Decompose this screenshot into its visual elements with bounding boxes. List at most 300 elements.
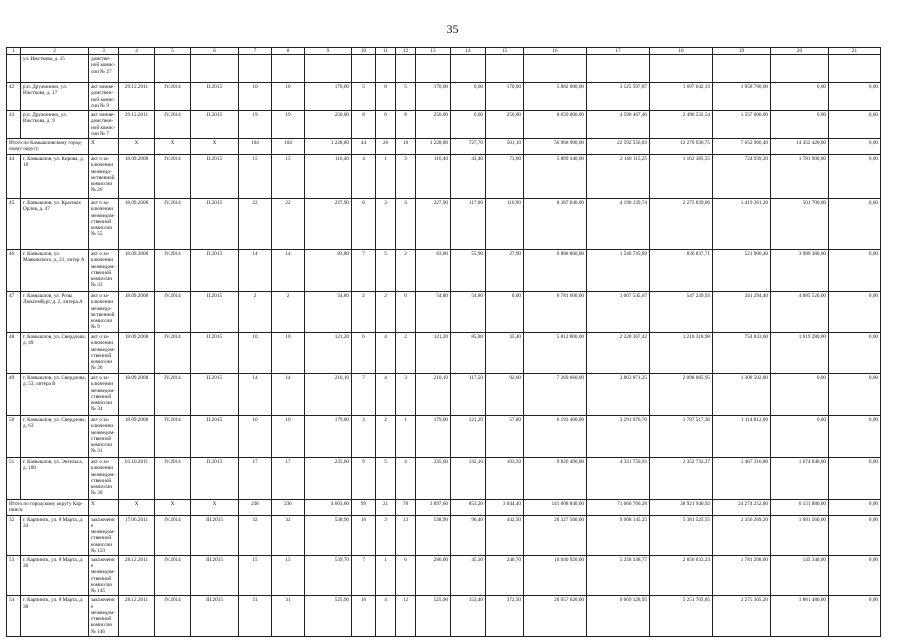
table-cell: 3 044,40 [486, 500, 524, 515]
table-cell: 121,20 [451, 416, 486, 458]
table-cell: 6 [352, 199, 376, 250]
column-number: 9 [305, 48, 352, 55]
table-cell [239, 55, 272, 83]
table-cell: 15 [272, 555, 305, 595]
table-cell: II.2015 [191, 458, 239, 500]
table-cell: 521 906,40 [713, 250, 771, 292]
table-cell: 0,00 [829, 596, 881, 636]
table-cell: 83,80 [416, 250, 451, 292]
table-cell: 6 193 400,00 [524, 416, 587, 458]
table-cell: 0,00 [829, 333, 881, 374]
table-cell: 27,90 [486, 250, 524, 292]
table-cell: 227,90 [305, 199, 352, 250]
table-cell: 5 381 525,55 [650, 515, 713, 555]
table-cell: 22 [272, 199, 305, 250]
table-row [7, 374, 881, 416]
table-cell: 4 603,60 [305, 500, 352, 515]
table-cell: 3 356 269,20 [713, 515, 771, 555]
row-number: 50 [7, 416, 21, 458]
table-cell: 78 [396, 500, 416, 515]
table-cell: 170,00 [486, 83, 524, 111]
table-cell: 6 [352, 333, 376, 374]
column-number: 17 [587, 48, 650, 55]
column-number: 6 [191, 48, 239, 55]
table-cell: 7 269 660,00 [524, 374, 587, 416]
table-cell: 7 652 966,40 [713, 139, 771, 155]
table-cell: 3 275 305,20 [713, 596, 771, 636]
table-cell: 3 862 871,25 [587, 374, 650, 416]
table-cell: X [119, 139, 155, 155]
table-cell: 1 228,80 [416, 139, 451, 155]
table-row [7, 292, 881, 333]
row-number: 45 [7, 199, 21, 250]
column-number: 3 [89, 48, 119, 55]
table-cell: 170,00 [416, 83, 451, 111]
table-cell: 99 [352, 500, 376, 515]
table-cell: X [191, 500, 239, 515]
table-cell: 250,00 [486, 111, 524, 139]
table-cell [272, 55, 305, 83]
table-cell: 17 [239, 458, 272, 500]
table-cell: 1 781 900,00 [771, 155, 829, 199]
table-cell: IV.2014 [155, 458, 191, 500]
table-cell: 9 669 128,95 [587, 596, 650, 636]
table-cell: 10 [272, 416, 305, 458]
table-cell: 1 [376, 155, 396, 199]
table-cell: 7 [352, 555, 376, 595]
table-cell [305, 55, 352, 83]
column-number-row [7, 48, 881, 55]
table-cell: 6 151 880,00 [771, 500, 829, 515]
table-cell: 32 [272, 515, 305, 555]
table-row [7, 55, 881, 83]
table-cell: 18.09.2008 [119, 333, 155, 374]
table-cell: 0,00 [829, 515, 881, 555]
column-number: 7 [239, 48, 272, 55]
table-cell: 96,40 [451, 515, 486, 555]
table-cell: 29.12.2011 [119, 83, 155, 111]
row-number: 53 [7, 555, 21, 595]
table-cell: 341 294,40 [713, 292, 771, 333]
table-cell: 18.09.2008 [119, 250, 155, 292]
table-cell: 1 681 560,00 [771, 515, 829, 555]
document-cell: акт о за-ключении межведом-ственной комиссии № 34 [89, 374, 119, 416]
table-cell: 2 [396, 333, 416, 374]
table-cell: 539,70 [305, 555, 352, 595]
table-cell: 19 [272, 111, 305, 139]
table-cell: 18.09.2008 [119, 292, 155, 333]
table-cell: 104 [239, 139, 272, 155]
table-cell: 18.09.2008 [119, 199, 155, 250]
table-cell: 117,00 [451, 199, 486, 250]
table-cell [352, 55, 376, 83]
table-cell: 1 210 318,98 [650, 333, 713, 374]
table-cell: 0 [376, 83, 396, 111]
address-cell: р.п. Дружинино, ул. Ижсткова, д. 9 [21, 111, 89, 139]
table-cell: 547 239,93 [650, 292, 713, 333]
table-cell: 8 [352, 111, 376, 139]
document-cell: акт о за-ключении межведом-ственной комиссии № 33 [89, 250, 119, 292]
table-cell: 103,50 [486, 458, 524, 500]
table-cell: IV.2014 [155, 374, 191, 416]
table-cell: 1 697 642,13 [650, 83, 713, 111]
table-cell: IV.2014 [155, 515, 191, 555]
table-cell: 28.12.2011 [119, 596, 155, 636]
table-cell: 10 [239, 83, 272, 111]
table-cell: 3 125 597,87 [587, 83, 650, 111]
table-row [7, 416, 881, 458]
table-cell: 14 [239, 250, 272, 292]
table-cell: 372,50 [486, 596, 524, 636]
row-number: 51 [7, 458, 21, 500]
row-number [7, 55, 21, 83]
table-row [7, 333, 881, 374]
table-cell: 13 [396, 515, 416, 555]
table-cell: IV.2014 [155, 83, 191, 111]
table-cell: 8 [396, 111, 416, 139]
table-cell: 18.09.2008 [119, 374, 155, 416]
table-cell: II.2015 [191, 292, 239, 333]
table-cell: X [191, 139, 239, 155]
table-cell: 2 856 033,23 [650, 555, 713, 595]
column-number: 4 [119, 48, 155, 55]
table-cell: 836 837,71 [650, 250, 713, 292]
document-cell: акт о за-ключении межведо-мственной комиссии № 26 [89, 155, 119, 199]
table-cell: 26 [376, 139, 396, 155]
table-cell: 9 [352, 458, 376, 500]
table-cell: 32 [239, 515, 272, 555]
document-cell: заключение межведом-ственной комиссии № 145 [89, 555, 119, 595]
table-cell: IV.2014 [155, 555, 191, 595]
table-cell: 1 619 280,00 [771, 333, 829, 374]
table-cell: 14 [239, 374, 272, 416]
table-cell: 55,90 [451, 250, 486, 292]
table-cell: 18.09.2008 [119, 416, 155, 458]
table-cell: 6 [396, 555, 416, 595]
table-cell: 31 [272, 596, 305, 636]
table-cell: 442,50 [486, 515, 524, 555]
address-cell: г. Камышлов, ул. Свердлова, д. 53, литера В [21, 374, 89, 416]
table-cell: 0 [376, 111, 396, 139]
table-cell: 10 [272, 83, 305, 111]
table-cell: 754 833,60 [713, 333, 771, 374]
row-number: 47 [7, 292, 21, 333]
table-cell: X [155, 500, 191, 515]
table-cell: 20 327 500,00 [524, 515, 587, 555]
table-cell: 5 258 338,77 [587, 555, 650, 595]
row-number: 49 [7, 374, 21, 416]
table-cell: 1 787 517,30 [650, 416, 713, 458]
column-number: 18 [650, 48, 713, 55]
address-cell: г. Карпинск, ул. 8 Марта, д. 34 [21, 515, 89, 555]
table-cell: IV.2014 [155, 250, 191, 292]
table-cell: 22 [239, 199, 272, 250]
table-cell: 2 352 732,27 [650, 458, 713, 500]
row-number: 42 [7, 83, 21, 111]
table-cell: 73,00 [486, 155, 524, 199]
row-number: 52 [7, 515, 21, 555]
table-row [7, 555, 881, 595]
table-cell: 6 888 860,00 [524, 250, 587, 292]
table-cell: 2 496 532,54 [650, 111, 713, 139]
table-cell: 3 291 070,70 [587, 416, 650, 458]
table-cell: 8 387 040,00 [524, 199, 587, 250]
table-cell: 12 270 936,75 [650, 139, 713, 155]
table-cell: 14 452 420,00 [771, 139, 829, 155]
table-cell: 235,60 [305, 458, 352, 500]
table-cell: 9 908 145,25 [587, 515, 650, 555]
subtotal-row [7, 500, 881, 515]
table-cell: 1 228,80 [305, 139, 352, 155]
table-cell: 18.09.2008 [119, 155, 155, 199]
table-cell: 19 [239, 111, 272, 139]
column-number: 5 [155, 48, 191, 55]
document-cell: акт о за-ключении межведо-мственной комиссии № 9 [89, 292, 119, 333]
table-cell: 35,40 [486, 333, 524, 374]
table-cell: 3 [352, 416, 376, 458]
table-cell: II.2015 [191, 155, 239, 199]
table-row [7, 458, 881, 500]
table-cell [396, 55, 416, 83]
table-cell: 0,00 [829, 250, 881, 292]
address-cell: г. Камышлов, ул. Красных Орлов, д. 47 [21, 199, 89, 250]
table-cell: 210,10 [305, 374, 352, 416]
table-cell: 236 [239, 500, 272, 515]
table-cell: 170,00 [305, 83, 352, 111]
table-cell: 4 [396, 458, 416, 500]
table-cell: 31 [239, 596, 272, 636]
table-cell: X [155, 139, 191, 155]
table-cell: 24 274 252,80 [713, 500, 771, 515]
subtotal-label: Итого по Камышловскому город-скому округу: [7, 139, 89, 155]
table-cell: 14 [272, 250, 305, 292]
table-cell: II.2015 [191, 199, 239, 250]
table-cell: 0,00 [486, 292, 524, 333]
table-cell: 44 [352, 139, 376, 155]
document-cell: заключение межведом-ственной комиссии № 123 [89, 515, 119, 555]
table-cell: 0,00 [771, 111, 829, 139]
housing-program-table [6, 47, 881, 637]
table-cell: III.2015 [191, 596, 239, 636]
document-cell: акт межве-домствен-ной комис-сии № 9 [89, 83, 119, 111]
row-number: 48 [7, 333, 21, 374]
table-cell: 3 [396, 374, 416, 416]
table-cell: III.2015 [191, 515, 239, 555]
table-cell: 4 [376, 333, 396, 374]
table-cell: 4 190 139,74 [587, 199, 650, 250]
table-cell [191, 55, 239, 83]
table-cell [155, 55, 191, 83]
table-cell: 7 [352, 374, 376, 416]
table-cell: 5 [352, 83, 376, 111]
table-row [7, 111, 881, 139]
address-cell: г. Карпинск, ул. 8 Марта, д. 36 [21, 555, 89, 595]
table-cell: 525,90 [305, 596, 352, 636]
table-cell: 4 885 520,00 [771, 292, 829, 333]
table-cell [713, 55, 771, 83]
table-cell: II.2015 [191, 416, 239, 458]
column-number: 11 [376, 48, 396, 55]
table-row [7, 83, 881, 111]
table-cell: 0,00 [771, 374, 829, 416]
table-cell: 1 674 640,00 [771, 458, 829, 500]
table-cell: 15 [239, 555, 272, 595]
document-cell: домстве-ной комис-сии № 27 [89, 55, 119, 83]
table-cell [650, 55, 713, 83]
table-cell: 538,90 [305, 515, 352, 555]
table-cell: 57,80 [486, 416, 524, 458]
table-cell: 0,00 [829, 500, 881, 515]
table-cell: 5 812 800,00 [524, 333, 587, 374]
address-cell: г. Камышлов, ул. Розы Люксембург, д. 2, литера А [21, 292, 89, 333]
table-cell: 727,70 [451, 139, 486, 155]
column-number: 21 [829, 48, 881, 55]
table-cell: 3 [376, 199, 396, 250]
table-cell [119, 55, 155, 83]
table-cell: 1 467 316,80 [713, 458, 771, 500]
table-cell: 17 [272, 458, 305, 500]
address-cell: г. Карпинск, ул. 8 Марта, д. 38 [21, 596, 89, 636]
table-cell: X [119, 500, 155, 515]
address-cell: г. Камышлов, ул. Кирова, д. 18 [21, 155, 89, 199]
table-cell: 20 057 620,00 [524, 596, 587, 636]
table-cell: 179,00 [305, 416, 352, 458]
column-number: 16 [524, 48, 587, 55]
row-number: 54 [7, 596, 21, 636]
table-cell: 1 419 361,20 [713, 199, 771, 250]
table-cell: 2 [376, 292, 396, 333]
table-cell [771, 55, 829, 83]
table-cell: 4 331 750,93 [587, 458, 650, 500]
table-cell: 2 [272, 292, 305, 333]
table-cell: IV.2014 [155, 416, 191, 458]
table-cell: 2 [352, 292, 376, 333]
table-cell: 538,90 [416, 515, 451, 555]
table-cell: 104 [272, 139, 305, 155]
table-cell: 8 650 000,00 [524, 111, 587, 139]
table-cell: 2 098 085,95 [650, 374, 713, 416]
table-cell: 10 [239, 333, 272, 374]
table-cell: 1 162 385,55 [650, 155, 713, 199]
address-cell: г. Камышлов, ул. Маяковского, д. 21, литер А [21, 250, 89, 292]
table-cell: 0,00 [771, 83, 829, 111]
table-cell: 501,10 [486, 139, 524, 155]
table-cell: 250,00 [305, 111, 352, 139]
table-cell: 1 861 480,00 [771, 596, 829, 636]
column-number: 19 [713, 48, 771, 55]
table-cell: 29.12.2011 [119, 111, 155, 139]
subtotal-row [7, 139, 881, 155]
document-cell: заключение межведом-ственной комиссии № 146 [89, 596, 119, 636]
table-cell [416, 55, 451, 83]
table-cell: 71 660 766,28 [587, 500, 650, 515]
table-cell: 43,40 [451, 155, 486, 199]
table-cell: IV.2014 [155, 155, 191, 199]
column-number: 8 [272, 48, 305, 55]
document-cell: X [89, 500, 119, 515]
table-cell: 2 [239, 292, 272, 333]
table-cell: 121,20 [305, 333, 352, 374]
row-number: 44 [7, 155, 21, 199]
table-cell: 1 308 502,80 [713, 374, 771, 416]
table-cell: 210,10 [416, 374, 451, 416]
table-cell: 7 [352, 250, 376, 292]
table-cell: 116,40 [305, 155, 352, 199]
table-cell: 227,90 [416, 199, 451, 250]
table-cell: IV.2014 [155, 292, 191, 333]
table-cell: 92,60 [486, 374, 524, 416]
table-cell: 54,80 [416, 292, 451, 333]
column-number: 13 [416, 48, 451, 55]
table-cell: 22 592 556,83 [587, 139, 650, 155]
table-cell: 501 700,00 [771, 199, 829, 250]
table-row [7, 596, 881, 636]
table-cell: 116,40 [416, 155, 451, 199]
table-cell: 2 [396, 250, 416, 292]
table-cell: 18 [396, 139, 416, 155]
table-cell: II.2015 [191, 111, 239, 139]
table-cell [587, 55, 650, 83]
table-cell: 1 540 735,89 [587, 250, 650, 292]
table-cell: 153,40 [451, 596, 486, 636]
table-cell: 0,00 [771, 416, 829, 458]
table-cell [376, 55, 396, 83]
address-cell: ул. Ижсткова, д. 15 [21, 55, 89, 83]
column-number: 15 [486, 48, 524, 55]
table-cell: 2 160 115,25 [587, 155, 650, 199]
table-cell: 1 007 545,67 [587, 292, 650, 333]
table-cell: 121,20 [416, 333, 451, 374]
table-cell: II.2015 [191, 333, 239, 374]
table-cell: 132,10 [451, 458, 486, 500]
table-cell: III.2015 [191, 555, 239, 595]
column-number: 2 [21, 48, 89, 55]
table-cell: 4 [376, 374, 396, 416]
table-cell: 853,20 [451, 500, 486, 515]
table-cell: 250,00 [416, 111, 451, 139]
table-cell: 3 989 380,00 [771, 250, 829, 292]
table-cell: 6 781 600,00 [524, 292, 587, 333]
document-cell: акт о за-ключении межведом-ственной комиссии № 30 [89, 458, 119, 500]
table-cell: II.2015 [191, 374, 239, 416]
table-row [7, 250, 881, 292]
table-cell: II.2015 [191, 83, 239, 111]
table-cell: 3 [396, 199, 416, 250]
table-cell: IV.2014 [155, 111, 191, 139]
table-cell: 17.06.2011 [119, 515, 155, 555]
table-cell: 1 781 208,00 [713, 555, 771, 595]
table-cell [829, 55, 881, 83]
table-cell: 0,00 [829, 374, 881, 416]
table-cell: 0,00 [829, 416, 881, 458]
table-cell: IV.2014 [155, 333, 191, 374]
page-number: 35 [446, 22, 459, 36]
table-cell: 28.12.2011 [119, 555, 155, 595]
address-cell: г. Камышлов, ул. Энгельса, д. 180 [21, 458, 89, 500]
table-cell: 2 228 367,42 [587, 333, 650, 374]
table-cell: II.2015 [191, 250, 239, 292]
subtotal-label: Итого по городскому округу Кар-пинск: [7, 500, 89, 515]
table-cell: 2 275 839,06 [650, 199, 713, 250]
table-cell: 117,50 [451, 374, 486, 416]
address-cell: р.п. Дружинино, ул. Ижсткова, д. 17 [21, 83, 89, 111]
table-cell: 1 557 000,00 [713, 111, 771, 139]
table-cell: 141 008 840,00 [524, 500, 587, 515]
table-cell: 0,00 [829, 292, 881, 333]
table-cell: 9 826 400,00 [524, 458, 587, 500]
table-cell: 1 [396, 416, 416, 458]
table-cell: 525,90 [416, 596, 451, 636]
